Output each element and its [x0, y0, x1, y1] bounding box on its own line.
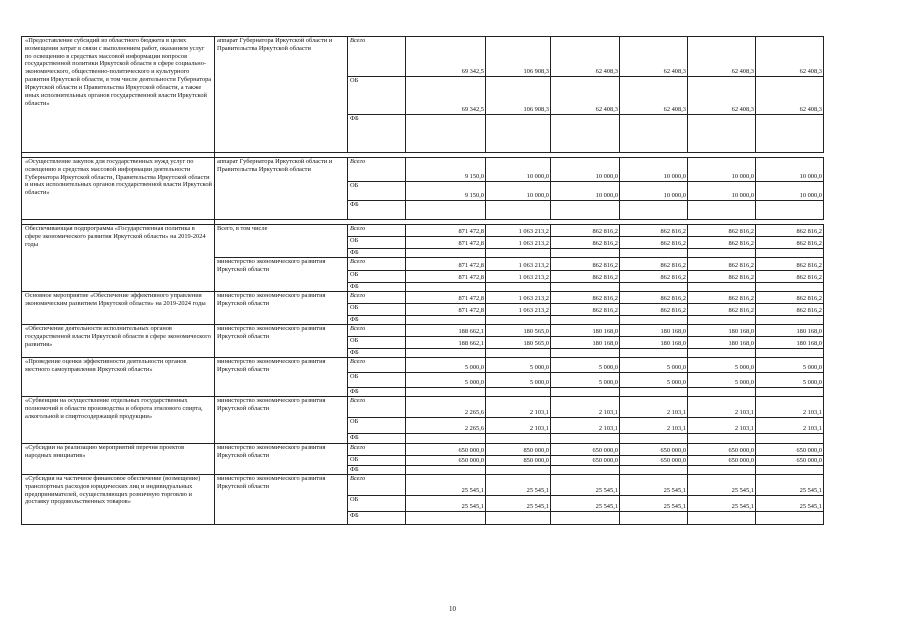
amount-cell: 5 000,0	[688, 373, 756, 388]
table-row	[22, 158, 824, 182]
amount-cell: 180 565,0	[486, 337, 551, 349]
amount-cell: 871 472,8	[406, 304, 486, 316]
activity-name-cell: «Субвенции на осуществление отдельных государственных полномочий в области производства и оборота этилового спирта, алкогольной и спиртосодержащей продукции»	[22, 397, 215, 444]
amount-cell	[688, 466, 756, 475]
amount-cell	[551, 349, 620, 358]
amount-cell	[486, 283, 551, 292]
amount-cell: 650 000,0	[551, 456, 620, 466]
activity-name-cell: «Проведение оценки эффективности деятельности органов местного самоуправления Иркутской области»	[22, 358, 215, 397]
amount-cell: 862 816,2	[688, 225, 756, 237]
amount-cell	[756, 349, 824, 358]
amount-cell	[620, 388, 688, 397]
amount-cell	[486, 115, 551, 153]
funding-source-cell: ОБ	[348, 496, 406, 512]
amount-cell: 862 816,2	[688, 292, 756, 304]
table-row	[22, 475, 824, 496]
amount-cell: 10 000,0	[486, 182, 551, 201]
amount-cell: 5 000,0	[688, 358, 756, 373]
amount-cell: 180 168,0	[756, 337, 824, 349]
amount-cell	[406, 283, 486, 292]
funding-source-cell: ФБ	[348, 512, 406, 525]
amount-cell: 871 472,8	[406, 271, 486, 283]
funding-source-cell: Всего	[348, 325, 406, 337]
activity-name-cell: Обеспечивающая подпрограмма «Государственная политика в сфере экономического развития Иркутской области» на 2019-2024 годы	[22, 225, 215, 292]
amount-cell: 25 545,1	[756, 496, 824, 512]
amount-cell: 1 063 213,2	[486, 225, 551, 237]
funding-source-cell: Всего	[348, 258, 406, 271]
amount-cell	[620, 249, 688, 258]
activity-name-cell: «Субсидия на частичное финансовое обеспечение (возмещение) транспортных расходов юридических лиц и индивидуальных предпринимателей, осуществляющих розничную торговлю и доставку продовольственных товаров»	[22, 475, 215, 525]
amount-cell	[551, 115, 620, 153]
amount-cell	[486, 249, 551, 258]
amount-cell	[756, 388, 824, 397]
amount-cell	[486, 512, 551, 525]
amount-cell: 25 545,1	[486, 475, 551, 496]
amount-cell: 2 103,1	[551, 397, 620, 418]
executor-cell: министерство экономического развития Иркутской области	[215, 444, 348, 475]
table-row	[22, 225, 824, 237]
amount-cell: 10 000,0	[756, 182, 824, 201]
amount-cell: 5 000,0	[486, 373, 551, 388]
amount-cell	[486, 434, 551, 444]
amount-cell	[551, 201, 620, 220]
funding-source-cell: ОБ	[348, 337, 406, 349]
amount-cell	[551, 512, 620, 525]
funding-source-cell: ОБ	[348, 304, 406, 316]
amount-cell: 2 103,1	[756, 397, 824, 418]
amount-cell: 188 662,1	[406, 337, 486, 349]
amount-cell: 2 103,1	[620, 397, 688, 418]
funding-source-cell: ОБ	[348, 373, 406, 388]
funding-source-cell: ОБ	[348, 418, 406, 434]
table-row	[22, 444, 824, 456]
amount-cell	[688, 316, 756, 325]
executor-cell: министерство экономического развития Иркутской области	[215, 475, 348, 525]
amount-cell	[620, 316, 688, 325]
amount-cell: 650 000,0	[551, 444, 620, 456]
budget-table	[21, 36, 824, 525]
amount-cell	[620, 512, 688, 525]
amount-cell: 871 472,8	[406, 292, 486, 304]
amount-cell: 5 000,0	[756, 373, 824, 388]
amount-cell: 862 816,2	[551, 304, 620, 316]
amount-cell: 1 063 213,2	[486, 237, 551, 249]
amount-cell	[688, 388, 756, 397]
amount-cell: 9 150,0	[406, 158, 486, 182]
funding-source-cell: ОБ	[348, 237, 406, 249]
amount-cell: 180 168,0	[756, 325, 824, 337]
amount-cell	[620, 283, 688, 292]
executor-cell: аппарат Губернатора Иркутской области и Правительства Иркутской области	[215, 37, 348, 153]
amount-cell: 2 103,1	[551, 418, 620, 434]
amount-cell: 862 816,2	[620, 271, 688, 283]
amount-cell	[486, 349, 551, 358]
amount-cell: 188 662,1	[406, 325, 486, 337]
activity-name-cell: «Предоставление субсидий из областного бюджета в целях возмещения затрат в связи с выполнением работ, оказанием услуг по освещению в средствах массовой информации вопросов государственной политики Иркутской области в сфере социально-экономического, общественно-политического и культурного развития Иркутской области, в том числе деятельности Губернатора Иркутской области и Правительства Иркутской области, а также иных исполнительных органов государственной власти Иркутской области»	[22, 37, 215, 153]
amount-cell: 650 000,0	[688, 456, 756, 466]
amount-cell	[756, 434, 824, 444]
amount-cell: 5 000,0	[406, 358, 486, 373]
amount-cell	[756, 466, 824, 475]
amount-cell	[688, 249, 756, 258]
amount-cell	[551, 249, 620, 258]
table-row	[22, 37, 824, 77]
funding-source-cell: Всего	[348, 397, 406, 418]
executor-cell: министерство экономического развития Иркутской области	[215, 258, 348, 292]
amount-cell: 25 545,1	[756, 475, 824, 496]
amount-cell: 1 063 213,2	[486, 258, 551, 271]
amount-cell	[406, 249, 486, 258]
amount-cell: 10 000,0	[551, 182, 620, 201]
amount-cell: 2 103,1	[620, 418, 688, 434]
amount-cell: 5 000,0	[551, 373, 620, 388]
amount-cell: 9 150,0	[406, 182, 486, 201]
amount-cell: 650 000,0	[406, 444, 486, 456]
amount-cell: 862 816,2	[551, 225, 620, 237]
page-number: 10	[449, 605, 456, 613]
amount-cell: 180 168,0	[551, 337, 620, 349]
amount-cell: 10 000,0	[756, 158, 824, 182]
funding-source-cell: ФБ	[348, 316, 406, 325]
amount-cell: 871 472,8	[406, 225, 486, 237]
amount-cell: 650 000,0	[406, 456, 486, 466]
amount-cell: 180 565,0	[486, 325, 551, 337]
funding-source-cell: Всего	[348, 292, 406, 304]
amount-cell: 650 000,0	[756, 444, 824, 456]
amount-cell: 25 545,1	[406, 496, 486, 512]
amount-cell: 862 816,2	[756, 225, 824, 237]
amount-cell	[486, 316, 551, 325]
amount-cell: 10 000,0	[620, 182, 688, 201]
amount-cell: 25 545,1	[551, 496, 620, 512]
amount-cell: 650 000,0	[620, 444, 688, 456]
amount-cell: 25 545,1	[551, 475, 620, 496]
amount-cell: 180 168,0	[688, 325, 756, 337]
amount-cell: 2 103,1	[486, 418, 551, 434]
amount-cell	[620, 349, 688, 358]
amount-cell: 5 000,0	[620, 358, 688, 373]
amount-cell: 862 816,2	[620, 304, 688, 316]
amount-cell: 180 168,0	[620, 325, 688, 337]
amount-cell: 2 103,1	[688, 397, 756, 418]
amount-cell: 10 000,0	[551, 158, 620, 182]
amount-cell	[688, 434, 756, 444]
amount-cell: 862 816,2	[551, 237, 620, 249]
amount-cell: 2 265,6	[406, 397, 486, 418]
funding-source-cell: ФБ	[348, 349, 406, 358]
amount-cell	[756, 249, 824, 258]
amount-cell	[406, 388, 486, 397]
amount-cell: 862 816,2	[756, 304, 824, 316]
amount-cell: 180 168,0	[620, 337, 688, 349]
amount-cell: 25 545,1	[620, 475, 688, 496]
amount-cell: 62 408,3	[620, 37, 688, 77]
funding-source-cell: Всего	[348, 37, 406, 77]
amount-cell: 10 000,0	[620, 158, 688, 182]
amount-cell	[406, 434, 486, 444]
amount-cell	[486, 466, 551, 475]
amount-cell	[620, 434, 688, 444]
amount-cell: 1 063 213,2	[486, 271, 551, 283]
funding-source-cell: ОБ	[348, 271, 406, 283]
table-row	[22, 358, 824, 373]
amount-cell	[756, 283, 824, 292]
amount-cell: 5 000,0	[486, 358, 551, 373]
amount-cell	[620, 466, 688, 475]
amount-cell	[756, 201, 824, 220]
executor-cell: Всего, в том числе	[215, 225, 348, 258]
amount-cell: 10 000,0	[486, 158, 551, 182]
amount-cell: 25 545,1	[688, 496, 756, 512]
amount-cell: 106 908,3	[486, 37, 551, 77]
table-row	[22, 397, 824, 418]
amount-cell: 62 408,3	[688, 77, 756, 115]
amount-cell: 850 000,0	[486, 444, 551, 456]
executor-cell: аппарат Губернатора Иркутской области и Правительства Иркутской области	[215, 158, 348, 220]
amount-cell: 2 103,1	[486, 397, 551, 418]
amount-cell: 5 000,0	[620, 373, 688, 388]
activity-name-cell: «Субсидии на реализацию мероприятий перечня проектов народных инициатив»	[22, 444, 215, 475]
executor-cell: министерство экономического развития Иркутской области	[215, 358, 348, 397]
amount-cell: 25 545,1	[620, 496, 688, 512]
amount-cell	[486, 388, 551, 397]
amount-cell: 862 816,2	[551, 292, 620, 304]
amount-cell: 862 816,2	[756, 271, 824, 283]
amount-cell	[551, 434, 620, 444]
table-row	[22, 325, 824, 337]
executor-cell: министерство экономического развития Иркутской области	[215, 292, 348, 325]
amount-cell	[688, 349, 756, 358]
amount-cell: 862 816,2	[620, 292, 688, 304]
funding-source-cell: ФБ	[348, 283, 406, 292]
activity-name-cell: «Обеспечение деятельности исполнительных органов государственной власти Иркутской области в сфере экономического развития»	[22, 325, 215, 358]
amount-cell	[688, 512, 756, 525]
amount-cell	[688, 201, 756, 220]
amount-cell: 180 168,0	[551, 325, 620, 337]
amount-cell: 650 000,0	[620, 456, 688, 466]
amount-cell: 62 408,3	[688, 37, 756, 77]
amount-cell	[620, 201, 688, 220]
amount-cell: 862 816,2	[688, 237, 756, 249]
amount-cell: 25 545,1	[486, 496, 551, 512]
funding-source-cell: ФБ	[348, 466, 406, 475]
funding-source-cell: ОБ	[348, 456, 406, 466]
amount-cell: 862 816,2	[620, 225, 688, 237]
amount-cell: 871 472,8	[406, 237, 486, 249]
amount-cell: 25 545,1	[688, 475, 756, 496]
amount-cell: 862 816,2	[688, 258, 756, 271]
executor-cell: министерство экономического развития Иркутской области	[215, 397, 348, 444]
amount-cell: 862 816,2	[620, 258, 688, 271]
funding-source-cell: Всего	[348, 444, 406, 456]
amount-cell: 10 000,0	[688, 158, 756, 182]
amount-cell: 862 816,2	[688, 271, 756, 283]
amount-cell: 62 408,3	[756, 77, 824, 115]
funding-source-cell: ФБ	[348, 115, 406, 153]
amount-cell: 850 000,0	[486, 456, 551, 466]
funding-source-cell: ОБ	[348, 182, 406, 201]
amount-cell	[551, 388, 620, 397]
amount-cell	[688, 115, 756, 153]
amount-cell	[406, 512, 486, 525]
amount-cell: 69 342,5	[406, 37, 486, 77]
funding-source-cell: Всего	[348, 225, 406, 237]
amount-cell	[406, 201, 486, 220]
amount-cell: 5 000,0	[406, 373, 486, 388]
amount-cell: 1 063 213,2	[486, 304, 551, 316]
amount-cell	[756, 316, 824, 325]
funding-source-cell: ОБ	[348, 77, 406, 115]
funding-source-cell: Всего	[348, 358, 406, 373]
amount-cell	[406, 115, 486, 153]
amount-cell: 62 408,3	[551, 77, 620, 115]
amount-cell: 862 816,2	[551, 271, 620, 283]
funding-source-cell: ФБ	[348, 249, 406, 258]
amount-cell: 62 408,3	[551, 37, 620, 77]
activity-name-cell: «Осуществление закупок для государственных нужд услуг по освещению в средствах массовой информации деятельности Губернатора Иркутской области, Правительства Иркутской области и иных исполнительных органов государственной власти Иркутской области»	[22, 158, 215, 220]
amount-cell: 2 265,6	[406, 418, 486, 434]
funding-source-cell: Всего	[348, 475, 406, 496]
amount-cell: 862 816,2	[551, 258, 620, 271]
amount-cell	[756, 512, 824, 525]
amount-cell: 650 000,0	[688, 444, 756, 456]
amount-cell: 1 063 213,2	[486, 292, 551, 304]
amount-cell: 62 408,3	[756, 37, 824, 77]
funding-source-cell: ФБ	[348, 434, 406, 444]
table-row	[22, 292, 824, 304]
amount-cell: 10 000,0	[688, 182, 756, 201]
funding-source-cell: Всего	[348, 158, 406, 182]
executor-cell: министерство экономического развития Иркутской области	[215, 325, 348, 358]
amount-cell	[486, 201, 551, 220]
amount-cell	[688, 283, 756, 292]
amount-cell	[551, 316, 620, 325]
amount-cell: 69 342,5	[406, 77, 486, 115]
funding-source-cell: ФБ	[348, 201, 406, 220]
amount-cell: 862 816,2	[756, 237, 824, 249]
amount-cell: 25 545,1	[406, 475, 486, 496]
amount-cell: 2 103,1	[756, 418, 824, 434]
amount-cell: 180 168,0	[688, 337, 756, 349]
amount-cell: 650 000,0	[756, 456, 824, 466]
amount-cell	[406, 316, 486, 325]
amount-cell: 2 103,1	[688, 418, 756, 434]
amount-cell: 862 816,2	[756, 258, 824, 271]
funding-source-cell: ФБ	[348, 388, 406, 397]
amount-cell	[551, 466, 620, 475]
amount-cell: 5 000,0	[551, 358, 620, 373]
amount-cell: 106 908,3	[486, 77, 551, 115]
activity-name-cell: Основное мероприятие «Обеспечение эффективного управления экономическим развитием Иркутской области» на 2019-2024 годы	[22, 292, 215, 325]
amount-cell	[620, 115, 688, 153]
amount-cell: 862 816,2	[756, 292, 824, 304]
amount-cell: 871 472,8	[406, 258, 486, 271]
amount-cell: 862 816,2	[688, 304, 756, 316]
amount-cell: 862 816,2	[620, 237, 688, 249]
amount-cell	[406, 349, 486, 358]
amount-cell: 5 000,0	[756, 358, 824, 373]
amount-cell: 62 408,3	[620, 77, 688, 115]
amount-cell	[406, 466, 486, 475]
amount-cell	[551, 283, 620, 292]
amount-cell	[756, 115, 824, 153]
